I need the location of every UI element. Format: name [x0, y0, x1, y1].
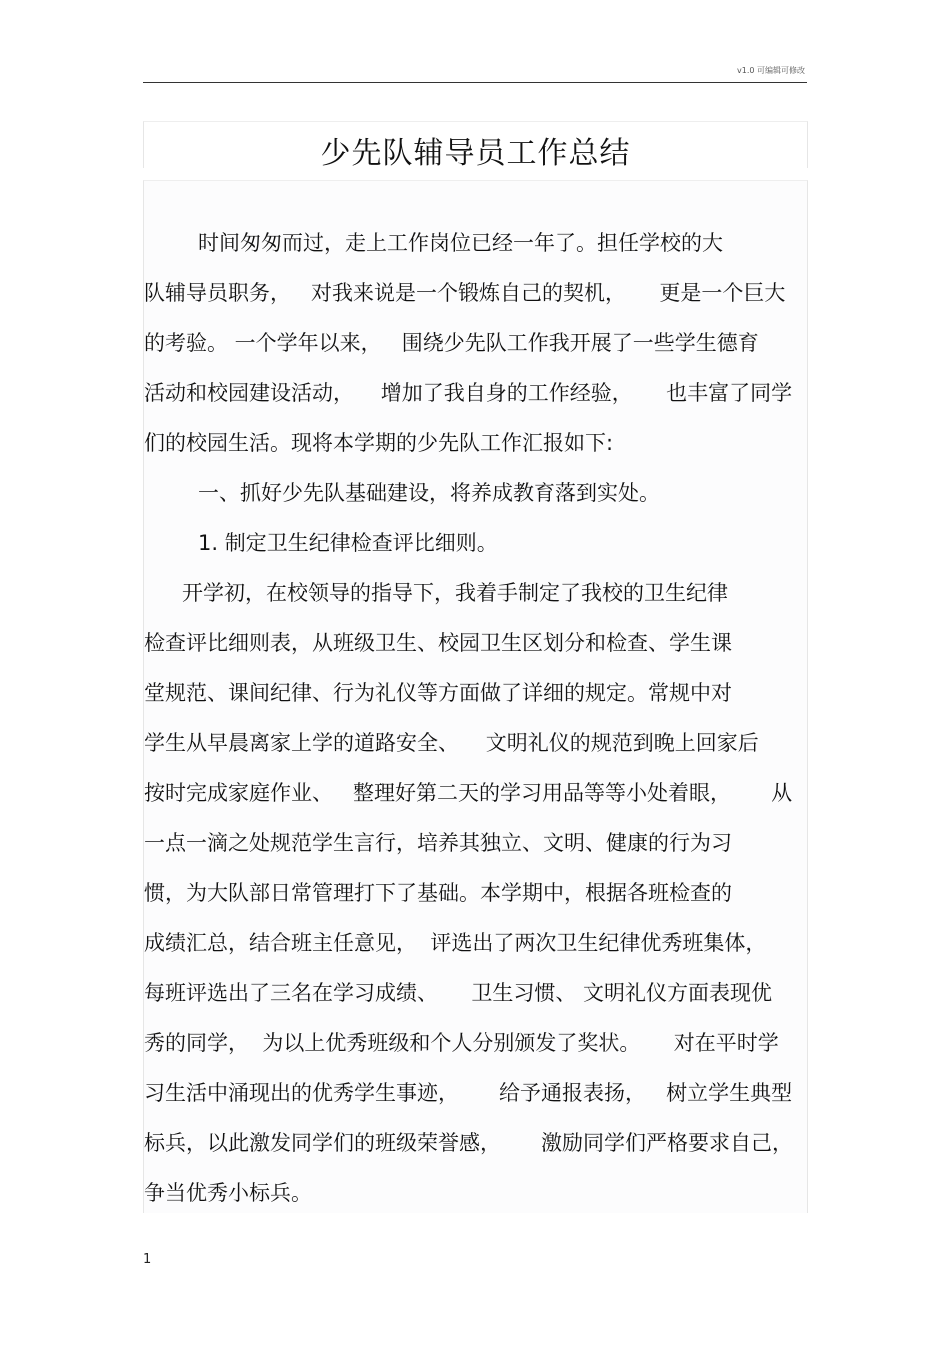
body-line: 成绩汇总，结合班主任意见， 评选出了两次卫生纪律优秀班集体， — [144, 931, 767, 955]
body-line: 按时完成家庭作业、 整理好第二天的学习用品等等小处着眼， 从 — [144, 781, 793, 805]
title-box — [143, 121, 808, 171]
page-header — [143, 60, 807, 83]
body-line: 学生从早晨离家上学的道路安全、 文明礼仪的规范到晚上回家后 — [144, 731, 759, 755]
body-line: 惯，为大队部日常管理打下了基础。本学期中，根据各班检查的 — [144, 881, 732, 905]
body-line: 习生活中涌现出的优秀学生事迹， 给予通报表扬， 树立学生典型 — [144, 1081, 793, 1105]
subsection-heading: 1. 制定卫生纪律检查评比细则。 — [198, 531, 498, 555]
body-line: 一点一滴之处规范学生言行，培养其独立、文明、健康的行为习 — [144, 831, 732, 855]
document-body — [143, 180, 808, 1213]
body-line: 时间匆匆而过，走上工作岗位已经一年了。担任学校的大 — [198, 231, 723, 255]
document-title: 少先队辅导员工作总结 — [320, 136, 631, 171]
body-line: 堂规范、课间纪律、行为礼仪等方面做了详细的规定。常规中对 — [144, 681, 732, 705]
page-number: 1 — [143, 1252, 152, 1267]
body-line: 活动和校园建设活动， 增加了我自身的工作经验， 也丰富了同学 — [144, 381, 793, 405]
body-line: 队辅导员职务， 对我来说是一个锻炼自己的契机， 更是一个巨大 — [144, 281, 786, 305]
body-line: 开学初，在校领导的指导下，我着手制定了我校的卫生纪律 — [182, 581, 728, 605]
body-line: 的考验。 一个学年以来， 围绕少先队工作我开展了一些学生德育 — [144, 331, 759, 355]
body-line: 秀的同学， 为以上优秀班级和个人分别颁发了奖状。 对在平时学 — [144, 1031, 779, 1055]
header-version-note: v1.0 可编辑可修改 — [737, 66, 805, 75]
body-line: 争当优秀小标兵。 — [144, 1181, 312, 1205]
body-line: 标兵，以此激发同学们的班级荣誉感， 激励同学们严格要求自己， — [144, 1131, 794, 1155]
body-line: 们的校园生活。现将本学期的少先队工作汇报如下: — [144, 431, 614, 455]
body-line: 检查评比细则表，从班级卫生、校园卫生区划分和检查、学生课 — [144, 631, 732, 655]
section-heading: 一、抓好少先队基础建设，将养成教育落到实处。 — [198, 481, 660, 505]
body-line: 每班评选出了三名在学习成绩、 卫生习惯、 文明礼仪方面表现优 — [144, 981, 773, 1005]
